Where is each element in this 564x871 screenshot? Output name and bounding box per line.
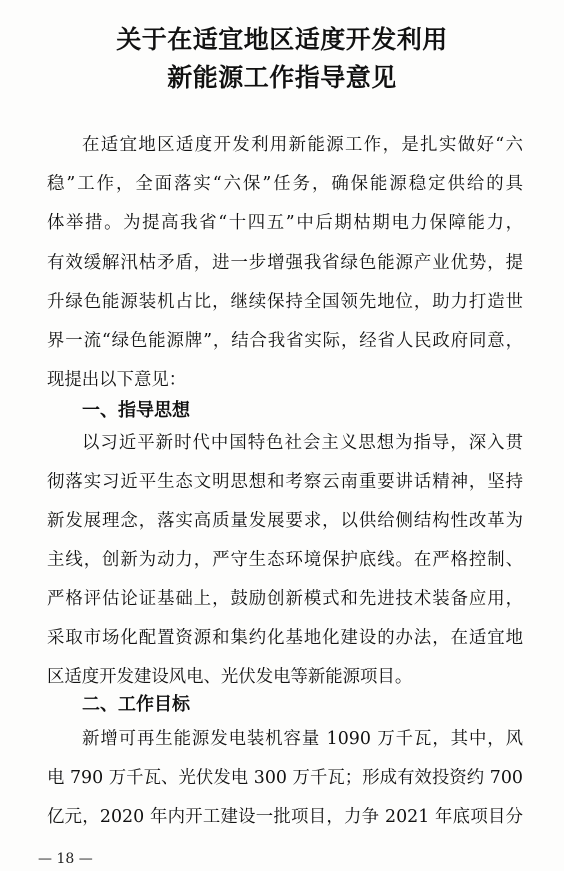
intro-line: 稳”工作，全面落实“六保”任务，确保能源稳定供给的具 [47, 174, 523, 194]
section1-line: 彻落实习近平生态文明思想和考察云南重要讲话精神，坚持 [47, 472, 523, 492]
intro-line: 升绿色能源装机占比，继续保持全国领先地位，助力打造世 [47, 292, 523, 312]
section1-line: 主线，创新为动力，严守生态环境保护底线。在严格控制、 [47, 550, 523, 570]
intro-line: 界一流“绿色能源牌”，结合我省实际，经省人民政府同意， [47, 331, 523, 351]
section1-line: 严格评估论证基础上，鼓励创新模式和先进技术装备应用， [47, 589, 523, 609]
section-heading-guiding-ideology: 一、指导思想 [82, 400, 190, 421]
section1-line: 采取市场化配置资源和集约化基地化建设的办法，在适宜地 [47, 628, 523, 648]
section2-line: 亿元，2020 年内开工建设一批项目，力争 2021 年底项目分 [47, 807, 523, 827]
section1-line: 以习近平新时代中国特色社会主义思想为指导，深入贯 [82, 433, 523, 453]
section2-line: 电 790 万千瓦、光伏发电 300 万千瓦；形成有效投资约 700 [47, 768, 523, 788]
section-heading-work-goals: 二、工作目标 [82, 694, 190, 715]
intro-line: 有效缓解汛枯矛盾，进一步增强我省绿色能源产业优势，提 [47, 253, 523, 273]
page-number: — 18 — [38, 851, 93, 867]
intro-line: 体举措。为提高我省“十四五”中后期枯期电力保障能力， [47, 213, 523, 233]
document-title-line-2: 新能源工作指导意见 [167, 63, 397, 92]
intro-line: 现提出以下意见： [47, 370, 187, 390]
section1-line: 区适度开发建设风电、光伏发电等新能源项目。 [47, 667, 413, 687]
document-title-line-1: 关于在适宜地区适度开发利用 [116, 25, 448, 54]
section1-line: 新发展理念，落实高质量发展要求，以供给侧结构性改革为 [47, 511, 523, 531]
section2-line: 新增可再生能源发电装机容量 1090 万千瓦，其中，风 [82, 729, 523, 749]
intro-line: 在适宜地区适度开发利用新能源工作，是扎实做好“六 [82, 135, 523, 155]
